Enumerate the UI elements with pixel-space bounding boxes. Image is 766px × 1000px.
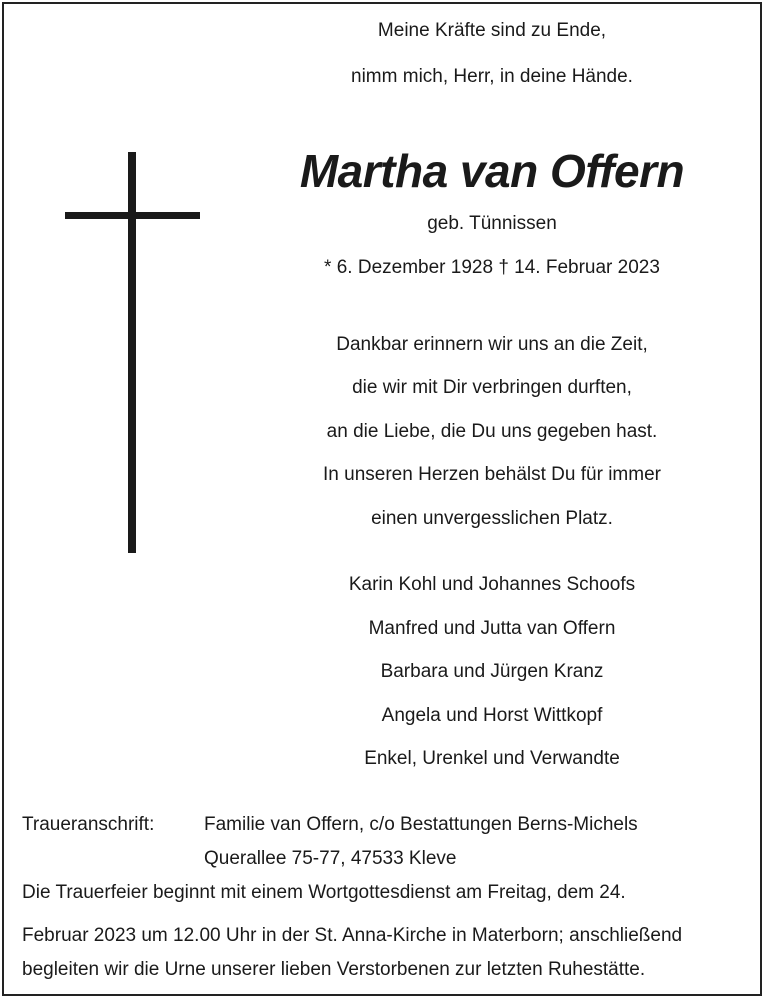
verse-line-1: Meine Kräfte sind zu Ende, (377, 20, 607, 41)
life-dates: * 6. Dezember 1928 † 14. Februar 2023 (324, 257, 660, 278)
funeral-notice-line: Februar 2023 um 12.00 Uhr in der St. Anna-Kirche in Materborn; anschließend (22, 925, 683, 946)
memorial-line: an die Liebe, die Du uns gegeben hast. (326, 421, 658, 442)
verse-line-2: nimm mich, Herr, in deine Hände. (351, 66, 633, 87)
address-line-2: Querallee 75-77, 47533 Kleve (204, 848, 457, 869)
funeral-notice-line: Die Trauerfeier beginnt mit einem Wortgottesdienst am Freitag, dem 24. (22, 882, 626, 903)
funeral-notice-line: begleiten wir die Urne unserer lieben Verstorbenen zur letzten Ruhestätte. (22, 959, 646, 980)
memorial-line: die wir mit Dir verbringen durften, (352, 377, 632, 398)
mourner-entry: Angela und Horst Wittkopf (381, 705, 603, 726)
address-label: Traueranschrift: (22, 814, 155, 835)
memorial-line: Dankbar erinnern wir uns an die Zeit, (336, 334, 648, 355)
mourner-entry: Manfred und Jutta van Offern (368, 618, 616, 639)
memorial-line: In unseren Herzen behälst Du für immer (323, 464, 661, 485)
mourner-entry: Enkel, Urenkel und Verwandte (364, 748, 620, 769)
deceased-name: Martha van Offern (299, 145, 685, 197)
address-line-1: Familie van Offern, c/o Bestattungen Berns-Michels (204, 814, 638, 835)
memorial-line: einen unvergesslichen Platz. (371, 508, 613, 529)
cross-horizontal-bar (65, 212, 200, 219)
mourner-entry: Barbara und Jürgen Kranz (380, 661, 604, 682)
mourner-entry: Karin Kohl und Johannes Schoofs (348, 574, 636, 595)
birth-name: geb. Tünnissen (427, 213, 557, 234)
